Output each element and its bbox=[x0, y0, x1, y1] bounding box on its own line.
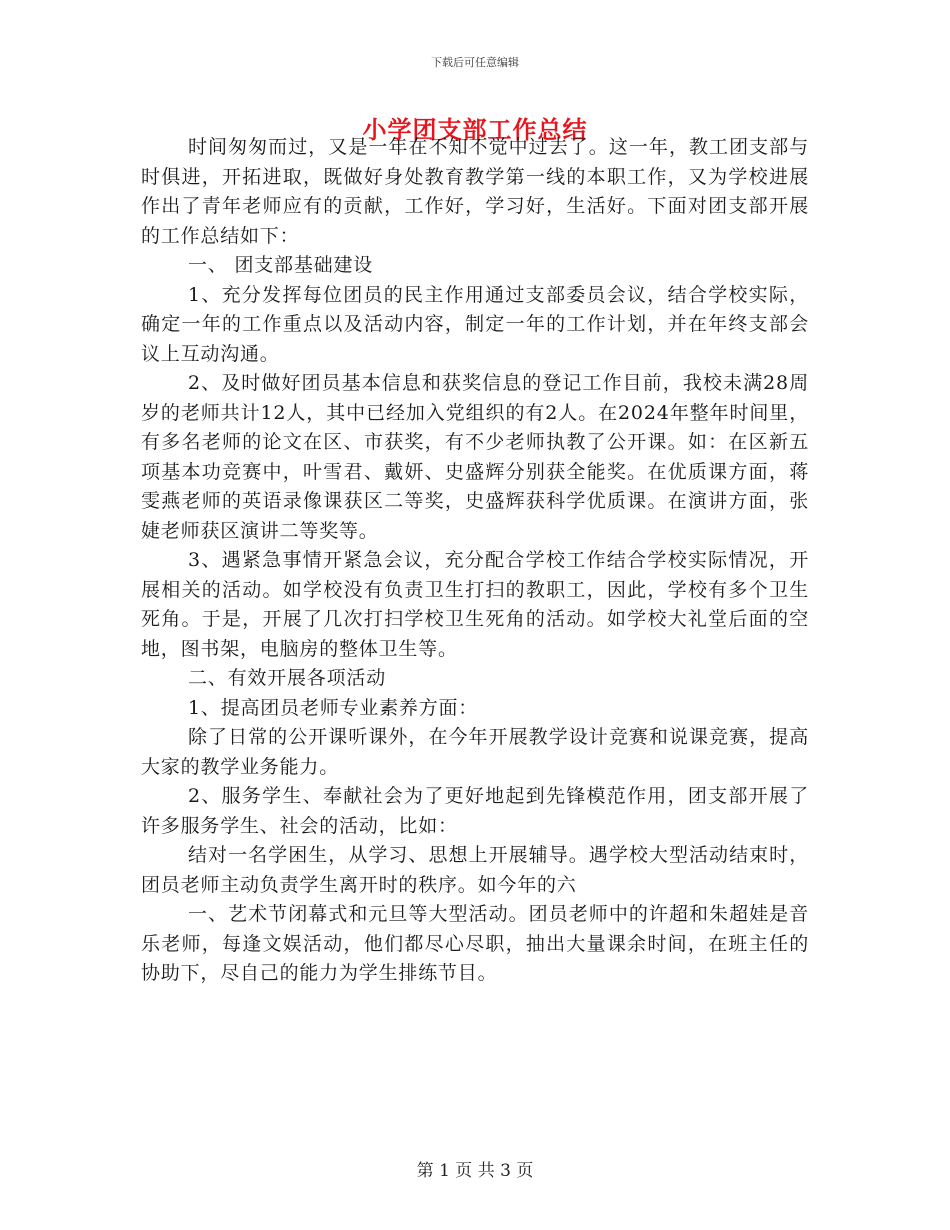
section-heading-1: 一、 团支部基础建设 bbox=[188, 254, 374, 276]
paragraph-1-1: 1、充分发挥每位团员的民主作用通过支部委员会议，结合学校实际，确定一年的工作重点以及活动内容，制定一年的工作计划，并在年终支部会议上互动沟通。 bbox=[141, 283, 809, 365]
header-note: 下载后可任意编辑 bbox=[431, 56, 519, 69]
paragraph-2-2-cont: 一、艺术节闭幕式和元旦等大型活动。团员老师中的许超和朱超娃是音乐老师，每逢文娱活动，他们都尽心尽职，抽出大量课余时间，在班主任的协助下，尽自己的能力为学生排练节目。 bbox=[141, 903, 809, 984]
paragraph-1-3: 3、遇紧急事情开紧急会议，充分配合学校工作结合学校实际情况，开展相关的活动。如学校没有负责卫生打扫的教职工，因此，学校有多个卫生死角。于是，开展了几次打扫学校卫生死角的活动。如学校大礼堂后面的空地，图书架，电脑房的整体卫生等。 bbox=[141, 549, 809, 660]
paragraph-intro: 时间匆匆而过，又是一年在不知不觉中过去了。这一年，教工团支部与时俱进，开拓进取，既做好身处教育教学第一线的本职工作，又为学校进展作出了青年老师应有的贡献，工作好，学习好，生活好。下面对团支部开展的工作总结如下： bbox=[141, 136, 809, 247]
page-footer: 第 1 页 共 3 页 bbox=[416, 1161, 534, 1181]
paragraph-2-1: 除了日常的公开课听课外，在今年开展教学设计竞赛和说课竞赛，提高大家的教学业务能力。 bbox=[141, 726, 809, 778]
subheading-2-1: 1、提高团员老师专业素养方面： bbox=[188, 696, 479, 719]
document-title: 小学团支部工作总结 bbox=[362, 116, 588, 144]
document-body bbox=[141, 133, 809, 989]
paragraph-1-2: 2、及时做好团员基本信息和获奖信息的登记工作目前，我校未满28周岁的老师共计12人，其中已经加入党组织的有2人。在2024年整年时间里，有多名老师的论文在区、市获奖，有不少老师执教了公开课。如：在区新五项基本功竞赛中，叶雪君、戴妍、史盛辉分别获全能奖。在优质课方面，蒋雯燕老师的英语录像课获区二等奖，史盛辉获科学优质课。在演讲方面，张婕老师获区演讲二等奖等。 bbox=[141, 372, 809, 542]
paragraph-2-2-detail: 结对一名学困生，从学习、思想上开展辅导。遇学校大型活动结束时，团员老师主动负责学生离开时的秩序。如今年的六 bbox=[141, 844, 809, 896]
section-heading-2: 二、有效开展各项活动 bbox=[188, 667, 387, 689]
paragraph-2-2: 2、服务学生、奉献社会为了更好地起到先锋模范作用，团支部开展了许多服务学生、社会的活动，比如： bbox=[141, 785, 809, 837]
